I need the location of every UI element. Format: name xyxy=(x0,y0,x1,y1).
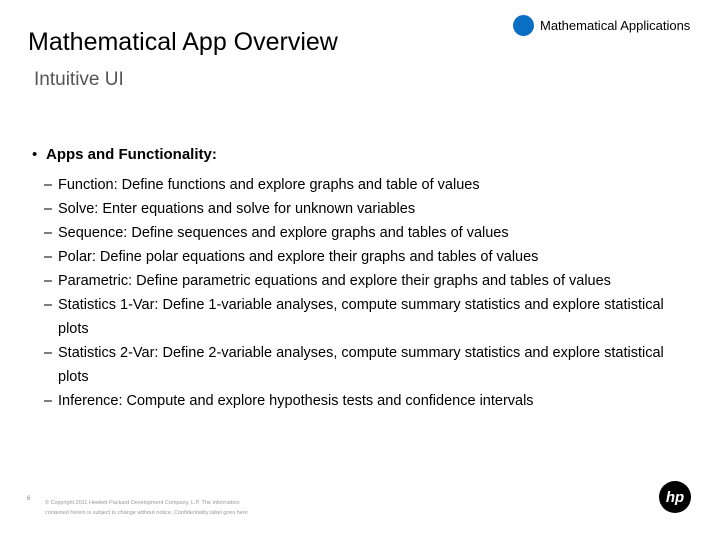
slide-subtitle: Intuitive UI xyxy=(34,69,124,90)
list-item-text: Function: Define functions and explore graphs and table of values xyxy=(58,177,480,193)
list-item xyxy=(44,221,692,245)
section-label: Mathematical Applications xyxy=(540,18,691,33)
list-item-text: Solve: Enter equations and solve for unknown variables xyxy=(58,201,416,217)
list-item-text: Sequence: Define sequences and explore graphs and tables of values xyxy=(58,225,509,241)
dash-marker: – xyxy=(44,273,53,289)
list-item xyxy=(44,389,692,413)
list-item-text: Parametric: Define parametric equations and explore their graphs and tables of values xyxy=(58,273,611,289)
copyright-notice xyxy=(45,498,315,518)
copyright-line: © Copyright 2011 Hewlett-Packard Development Company, L.P. The information xyxy=(45,500,240,506)
dash-marker: – xyxy=(44,297,53,313)
slide-title: Mathematical App Overview xyxy=(28,28,338,56)
slide-content xyxy=(32,146,692,413)
list-item-text: Polar: Define polar equations and explore their graphs and tables of values xyxy=(58,249,539,265)
dash-marker: – xyxy=(44,201,53,217)
list-item xyxy=(44,173,692,197)
bullet-icon: • xyxy=(32,146,38,163)
dash-marker: – xyxy=(44,177,53,193)
app-list xyxy=(32,173,692,413)
section-marker xyxy=(513,15,690,36)
dash-marker: – xyxy=(44,345,53,361)
bullet-heading-text: Apps and Functionality: xyxy=(46,146,217,163)
list-item xyxy=(44,341,692,389)
list-item-text: Statistics 2-Var: Define 2-variable analyses, compute summary statistics and explore statistical plots xyxy=(58,345,664,385)
list-item xyxy=(44,293,692,341)
section-dot-icon xyxy=(513,15,534,36)
list-item xyxy=(44,197,692,221)
dash-marker: – xyxy=(44,393,53,409)
list-item-text: Statistics 1-Var: Define 1-variable analyses, compute summary statistics and explore statistical plots xyxy=(58,297,664,337)
list-item xyxy=(44,269,692,293)
dash-marker: – xyxy=(44,249,53,265)
list-item xyxy=(44,245,692,269)
hp-logo-text: hp xyxy=(665,489,685,506)
list-item-text: Inference: Compute and explore hypothesis tests and confidence intervals xyxy=(58,393,534,409)
page-number: 6 xyxy=(27,496,31,502)
dash-marker: – xyxy=(44,225,53,241)
copyright-line: contained herein is subject to change without notice. Confidentiality label goes here xyxy=(45,510,248,516)
bullet-heading xyxy=(32,146,692,163)
hp-logo-icon xyxy=(659,481,691,513)
